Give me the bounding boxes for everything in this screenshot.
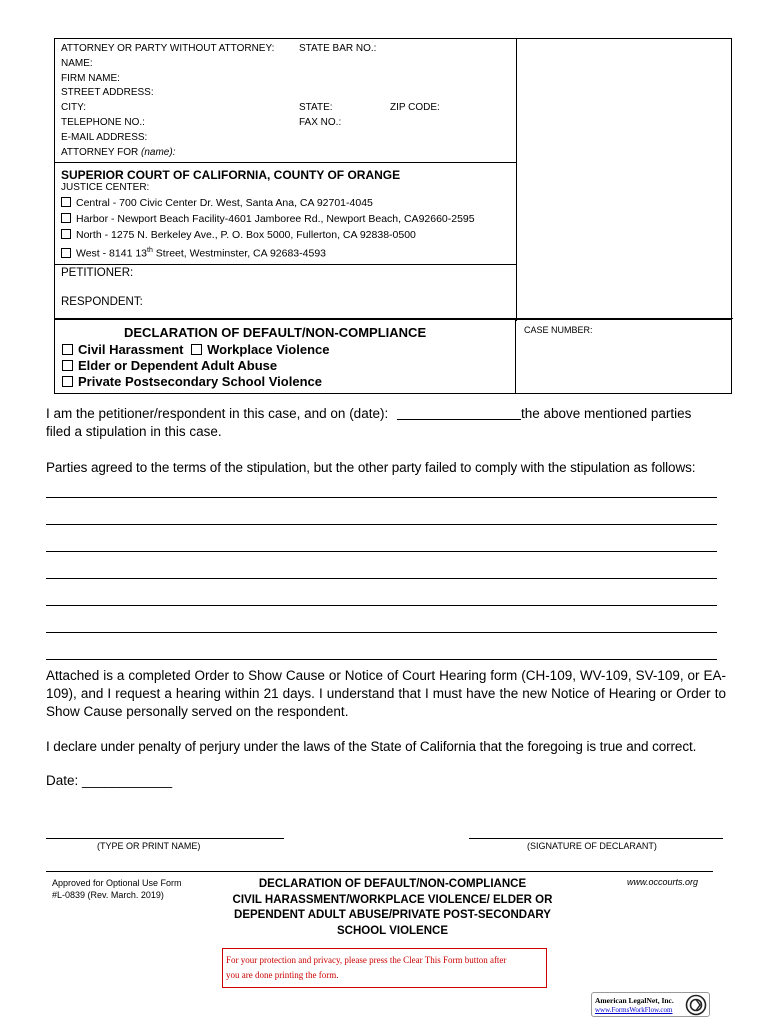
checkbox-private-school[interactable] [62, 376, 73, 387]
civil-harassment-label: Civil Harassment [78, 342, 184, 357]
answer-line-7[interactable] [46, 659, 717, 660]
case-type-row-1 [62, 342, 329, 358]
center-west[interactable] [61, 243, 475, 262]
email-label: E-MAIL ADDRESS: [61, 131, 148, 143]
date-label[interactable]: Date: ____________ [46, 773, 173, 788]
privacy-line-2: you are done printing the form. [226, 970, 339, 980]
case-number-label: CASE NUMBER: [524, 325, 593, 335]
decl-left-border [54, 318, 55, 394]
answer-line-1[interactable] [46, 497, 717, 498]
state-bar-label: STATE BAR NO.: [299, 43, 377, 54]
second-border [54, 318, 732, 319]
workplace-violence-label: Workplace Violence [207, 342, 330, 357]
attorney-for-row [61, 146, 274, 161]
privacy-notice [222, 948, 547, 988]
respondent-label: RESPONDENT: [61, 296, 143, 308]
checkbox-central[interactable] [61, 197, 71, 207]
legalnet-logo-icon [685, 994, 707, 1016]
print-name-caption: (TYPE OR PRINT NAME) [97, 841, 201, 851]
signature-caption: (SIGNATURE OF DECLARANT) [527, 841, 657, 851]
name-label: NAME: [61, 57, 93, 69]
attorney-for-name: (name): [141, 146, 176, 158]
website-link[interactable]: www.occourts.org [627, 877, 699, 887]
statement-line-2: filed a stipulation in this case. [46, 424, 222, 439]
attorney-section-divider [55, 162, 516, 163]
attached-paragraph: Attached is a completed Order to Show Cause or Notice of Court Hearing form (CH-109, WV-109, SV-109, or EA-109), and I request a hearing within 21 days. I understand that I must have the new Notice of Hearing or Order to Show Cause personally served on the respondent. [46, 668, 726, 719]
signature-line[interactable] [469, 838, 723, 839]
center-central-label: Central - 700 Civic Center Dr. West, Santa Ana, CA 92701-4045 [76, 197, 373, 209]
attorney-block [61, 42, 274, 160]
center-central[interactable] [61, 195, 475, 211]
center-north-label: North - 1275 N. Berkeley Ave., P. O. Box 5000, Fullerton, CA 92838-0500 [76, 229, 416, 241]
petitioner-label: PETITIONER: [61, 267, 134, 279]
attorney-for-label: ATTORNEY FOR [61, 146, 142, 158]
print-name-line[interactable] [46, 838, 284, 839]
center-harbor[interactable] [61, 211, 475, 227]
center-west-prefix: West - 8141 13 [76, 247, 148, 260]
court-title: SUPERIOR COURT OF CALIFORNIA, COUNTY OF ORANGE [61, 168, 401, 182]
privacy-line-1: For your protection and privacy, please press the Clear This Form button after [226, 955, 507, 965]
footer-title-line-4: SCHOOL VIOLENCE [337, 924, 448, 937]
approved-line-2: #L-0839 (Rev. March. 2019) [52, 890, 164, 900]
approved-block [52, 877, 182, 901]
approved-line-1: Approved for Optional Use Form [52, 878, 182, 888]
answer-line-4[interactable] [46, 578, 717, 579]
case-type-list [62, 342, 329, 390]
court-section-divider [55, 264, 516, 265]
center-harbor-label: Harbor - Newport Beach Facility-4601 Jamboree Rd., Newport Beach, CA92660-2595 [76, 213, 475, 225]
legalnet-name: American LegalNet, Inc. [595, 996, 674, 1005]
answer-line-6[interactable] [46, 632, 717, 633]
decl-right-border [731, 318, 732, 394]
statement-line-1b: the above mentioned parties [521, 406, 692, 421]
center-west-suffix: Street, Westminster, CA 92683-4593 [152, 247, 327, 260]
footer-title [200, 877, 585, 939]
checkbox-west[interactable] [61, 248, 71, 258]
state-label: STATE: [299, 102, 333, 113]
firm-label: FIRM NAME: [61, 72, 120, 84]
declaration-title: DECLARATION OF DEFAULT/NON-COMPLIANCE [124, 325, 427, 340]
legalnet-url[interactable]: www.FormsWorkFlow.com [595, 1006, 673, 1014]
city-label: CITY: [61, 102, 87, 114]
footer-title-line-2: CIVIL HARASSMENT/WORKPLACE VIOLENCE/ ELDER OR [232, 893, 553, 906]
footer-title-line-1: DECLARATION OF DEFAULT/NON-COMPLIANCE [258, 878, 527, 890]
center-north[interactable] [61, 227, 475, 243]
checkbox-elder-abuse[interactable] [62, 360, 73, 371]
checkbox-civil-harassment[interactable] [62, 344, 73, 355]
footer-title-line-3: DEPENDENT ADULT ABUSE/PRIVATE POST-SECONDARY [234, 909, 551, 921]
date-blank[interactable] [397, 419, 521, 420]
justice-center-list [61, 195, 475, 262]
checkbox-north[interactable] [61, 229, 71, 239]
statement-line-1a: I am the petitioner/respondent in this case, and on (date): [46, 406, 389, 421]
private-school-label: Private Postsecondary School Violence [78, 374, 322, 389]
answer-line-2[interactable] [46, 524, 717, 525]
answer-line-3[interactable] [46, 551, 717, 552]
perjury-statement: I declare under penalty of perjury under the laws of the State of California that the foregoing is true and correct. [46, 739, 697, 754]
checkbox-harbor[interactable] [61, 213, 71, 223]
case-type-row-2 [62, 358, 329, 374]
center-west-sup: th [147, 247, 153, 254]
street-label: STREET ADDRESS: [61, 87, 154, 99]
answer-line-5[interactable] [46, 605, 717, 606]
elder-abuse-label: Elder or Dependent Adult Abuse [78, 358, 278, 373]
attorney-label: ATTORNEY OR PARTY WITHOUT ATTORNEY: [61, 43, 275, 54]
justice-center-label: JUSTICE CENTER: [61, 182, 150, 193]
checkbox-workplace-violence[interactable] [191, 344, 202, 355]
caption-divider [516, 39, 517, 321]
fax-label: FAX NO.: [299, 117, 342, 128]
decl-mid-border [515, 318, 516, 394]
phone-label: TELEPHONE NO.: [61, 116, 145, 128]
case-type-row-3 [62, 374, 329, 390]
zip-label: ZIP CODE: [390, 102, 440, 113]
decl-bottom-border [54, 393, 732, 394]
parties-agreed-text: Parties agreed to the terms of the stipulation, but the other party failed to comply with the stipulation as follows: [46, 460, 696, 475]
footer-rule [46, 871, 713, 872]
legalnet-badge[interactable] [591, 992, 710, 1017]
